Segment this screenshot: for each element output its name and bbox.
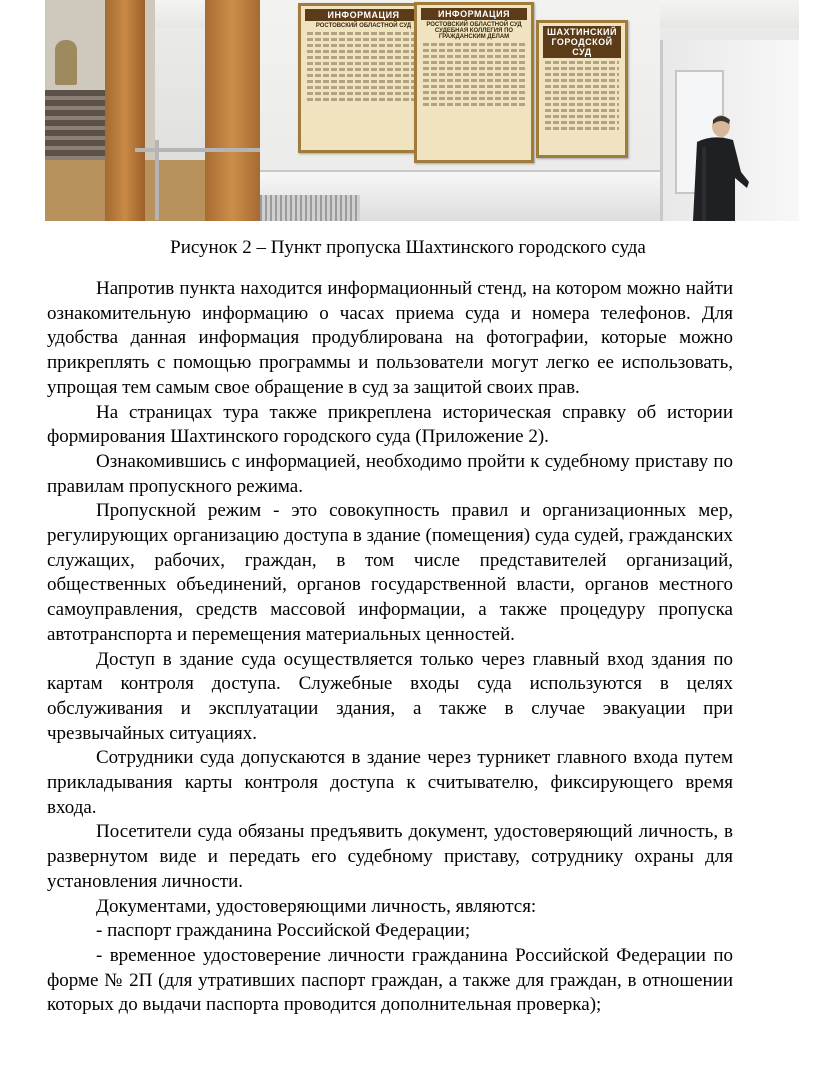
list-item: - временное удостоверение личности гражданина Российской Федерации по форме № 2П (для утративших паспорт граждан, а также для граждан, в отношении которых до выдачи паспорта проводится дополнительная проверка);	[47, 944, 733, 1016]
paragraph: Документами, удостоверяющими личность, являются:	[96, 895, 537, 917]
list-item: - паспорт гражданина Российской Федерации;	[96, 920, 471, 942]
info-board-title: ИНФОРМАЦИЯ	[421, 8, 527, 20]
info-board-subtitle: РОСТОВСКИЙ ОБЛАСТНОЙ СУД	[315, 23, 412, 29]
info-board-shakhty-court	[536, 20, 628, 158]
paragraph: Напротив пункта находится информационный стенд, на котором можно найти ознакомительную информацию о часах приема суда и номера телефонов. Для удобства данная информация продублирована на фотографии, которые можно прикреплять с помощью программы и пользователи могут легко ее использовать, упрощая тем самым свое обращение в суд за защитой своих прав.	[47, 278, 733, 398]
paragraph: На страницах тура также прикреплена историческая справку об истории формирования Шахтинского городского суда (Приложение 2).	[47, 401, 733, 448]
ventilation-grill	[260, 195, 360, 221]
wooden-panel	[205, 0, 260, 221]
visitor-figure	[677, 112, 749, 221]
statue	[55, 40, 77, 85]
staircase	[45, 90, 105, 160]
wooden-doorframe	[105, 0, 145, 221]
metal-railing-post	[155, 140, 159, 220]
info-board-subtitle: РОСТОВСКИЙ ОБЛАСТНОЙ СУД СУДЕБНАЯ КОЛЛЕГИЯ ПО ГРАЖДАНСКИМ ДЕЛАМ	[426, 22, 522, 40]
paragraph: Доступ в здание суда осуществляется только через главный вход здания по картам контроля доступа. Служебные входы суда используются в целях обслуживания и эксплуатации здания, а также в случае эвакуации при чрезвычайных ситуациях.	[47, 648, 733, 744]
court-entrance-photo	[45, 0, 799, 221]
info-board-civil-collegium	[414, 2, 534, 163]
document-body	[47, 277, 733, 1018]
paragraph: Пропускной режим - это совокупность правил и организационных мер, регулирующих организацию доступа в здание (помещения) суда судей, гражданских служащих, рабочих, граждан, в том числе представителей организаций, общественных объединений, органов государственной власти, органов местного самоуправления, средств массовой информации, а также процедуру пропуска автотранспорта и перемещения материальных ценностей.	[47, 500, 733, 645]
info-board-title: ШАХТИНСКИЙ ГОРОДСКОЙ СУД	[543, 26, 621, 58]
paragraph: Сотрудники суда допускаются в здание через турникет главного входа путем прикладывания карты контроля доступа к считывателю, фиксирующего время входа.	[47, 747, 733, 818]
paragraph: Посетители суда обязаны предъявить документ, удостоверяющий личность, в развернутом виде и передать его судебному приставу, сотруднику охраны для установления личности.	[47, 821, 733, 892]
info-board-title: ИНФОРМАЦИЯ	[305, 9, 422, 21]
figure-caption: Рисунок 2 – Пункт пропуска Шахтинского городского суда	[170, 237, 646, 258]
paragraph: Ознакомившись с информацией, необходимо пройти к судебному приставу по правилам пропускного режима.	[47, 450, 733, 497]
info-board-regional-court	[298, 3, 429, 153]
